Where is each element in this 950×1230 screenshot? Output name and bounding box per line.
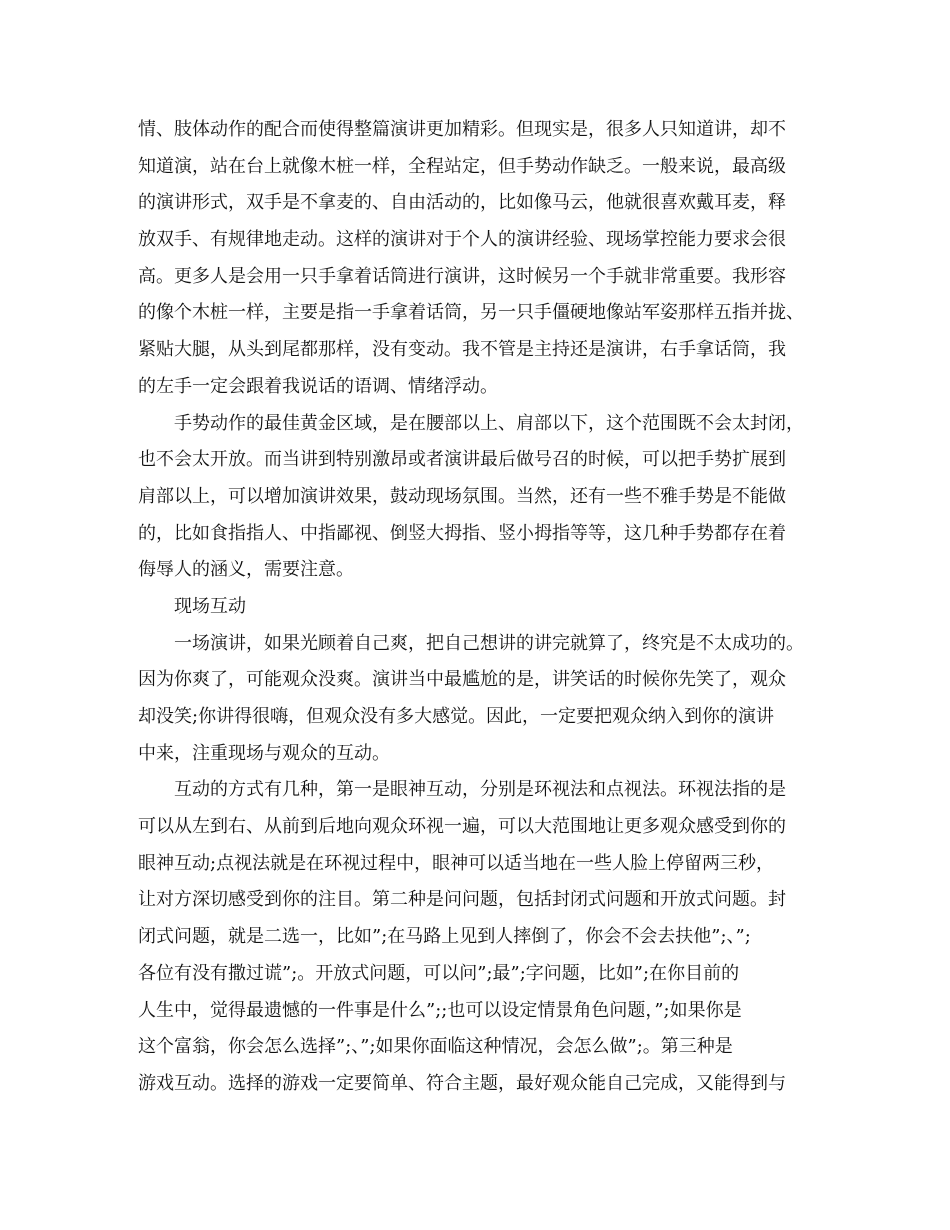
text-line: 让对方深切感受到你的注目。第二种是问问题，包括封闭式问题和开放式问题。封 xyxy=(138,889,786,911)
section-heading: 现场互动 xyxy=(174,595,246,617)
text-line: 却没笑;你讲得很嗨，但观众没有多大感觉。因此，一定要把观众纳入到你的演讲 xyxy=(138,706,775,727)
text-line: 肩部以上，可以增加演讲效果，鼓动现场氛围。当然，还有一些不雅手势是不能做 xyxy=(138,485,786,507)
text-line: 放双手、有规律地走动。这样的演讲对于个人的演讲经验、现场掌控能力要求会很 xyxy=(138,229,786,251)
text-line: 闭式问题，就是二选一，比如”;在马路上见到人摔倒了，你会不会去扶他”;、”; xyxy=(138,926,751,948)
text-line: 人生中，觉得最遗憾的一件事是什么”;;也可以设定情景角色问题，”;如果你是 xyxy=(138,999,742,1021)
text-line: 也不会太开放。而当讲到特别激昂或者演讲最后做号召的时候，可以把手势扩展到 xyxy=(138,449,786,471)
text-line: 侮辱人的涵义，需要注意。 xyxy=(138,559,354,581)
text-line: 眼神互动;点视法就是在环视过程中，眼神可以适当地在一些人脸上停留两三秒， xyxy=(138,852,775,874)
document-body xyxy=(138,112,818,1103)
text-line: 因为你爽了，可能观众没爽。演讲当中最尴尬的是，讲笑话的时候你先笑了，观众 xyxy=(138,669,786,691)
text-line: 的左手一定会跟着我说话的语调、情绪浮动。 xyxy=(138,375,498,397)
text-line: 的像个木桩一样，主要是指一手拿着话筒，另一只手僵硬地像站军姿那样五指并拢、 xyxy=(138,302,804,324)
paragraph-first-line: 互动的方式有几种，第一是眼神互动，分别是环视法和点视法。环视法指的是 xyxy=(174,779,786,801)
text-line: 中来，注重现场与观众的互动。 xyxy=(138,742,390,764)
paragraph-first-line: 手势动作的最佳黄金区域，是在腰部以上、肩部以下，这个范围既不会太封闭， xyxy=(174,412,804,434)
text-line: 的，比如食指指人、中指鄙视、倒竖大拇指、竖小拇指等等，这几种手势都存在着 xyxy=(138,522,786,544)
paragraph-first-line: 一场演讲，如果光顾着自己爽，把自己想讲的讲完就算了，终究是不太成功的。 xyxy=(174,632,804,654)
text-line: 可以从左到右、从前到后地向观众环视一遍，可以大范围地让更多观众感受到你的 xyxy=(138,816,786,838)
text-line: 这个富翁，你会怎么选择”;、”;如果你面临这种情况，会怎么做”;。第三种是 xyxy=(138,1036,733,1058)
text-line: 高。更多人是会用一只手拿着话筒进行演讲，这时候另一个手就非常重要。我形容 xyxy=(138,265,786,287)
text-line: 紧贴大腿，从头到尾都那样，没有变动。我不管是主持还是演讲，右手拿话筒，我 xyxy=(138,339,786,361)
text-line: 游戏互动。选择的游戏一定要简单、符合主题，最好观众能自己完成，又能得到与 xyxy=(138,1072,786,1094)
text-line: 的演讲形式，双手是不拿麦的、自由活动的，比如像马云，他就很喜欢戴耳麦，释 xyxy=(138,192,786,214)
text-line: 情、肢体动作的配合而使得整篇演讲更加精彩。但现实是，很多人只知道讲，却不 xyxy=(138,119,786,140)
text-line: 知道演，站在台上就像木桩一样，全程站定，但手势动作缺乏。一般来说，最高级 xyxy=(138,155,786,177)
text-line: 各位有没有撒过谎”;。开放式问题，可以问”;最”;字问题，比如”;在你目前的 xyxy=(138,962,740,984)
